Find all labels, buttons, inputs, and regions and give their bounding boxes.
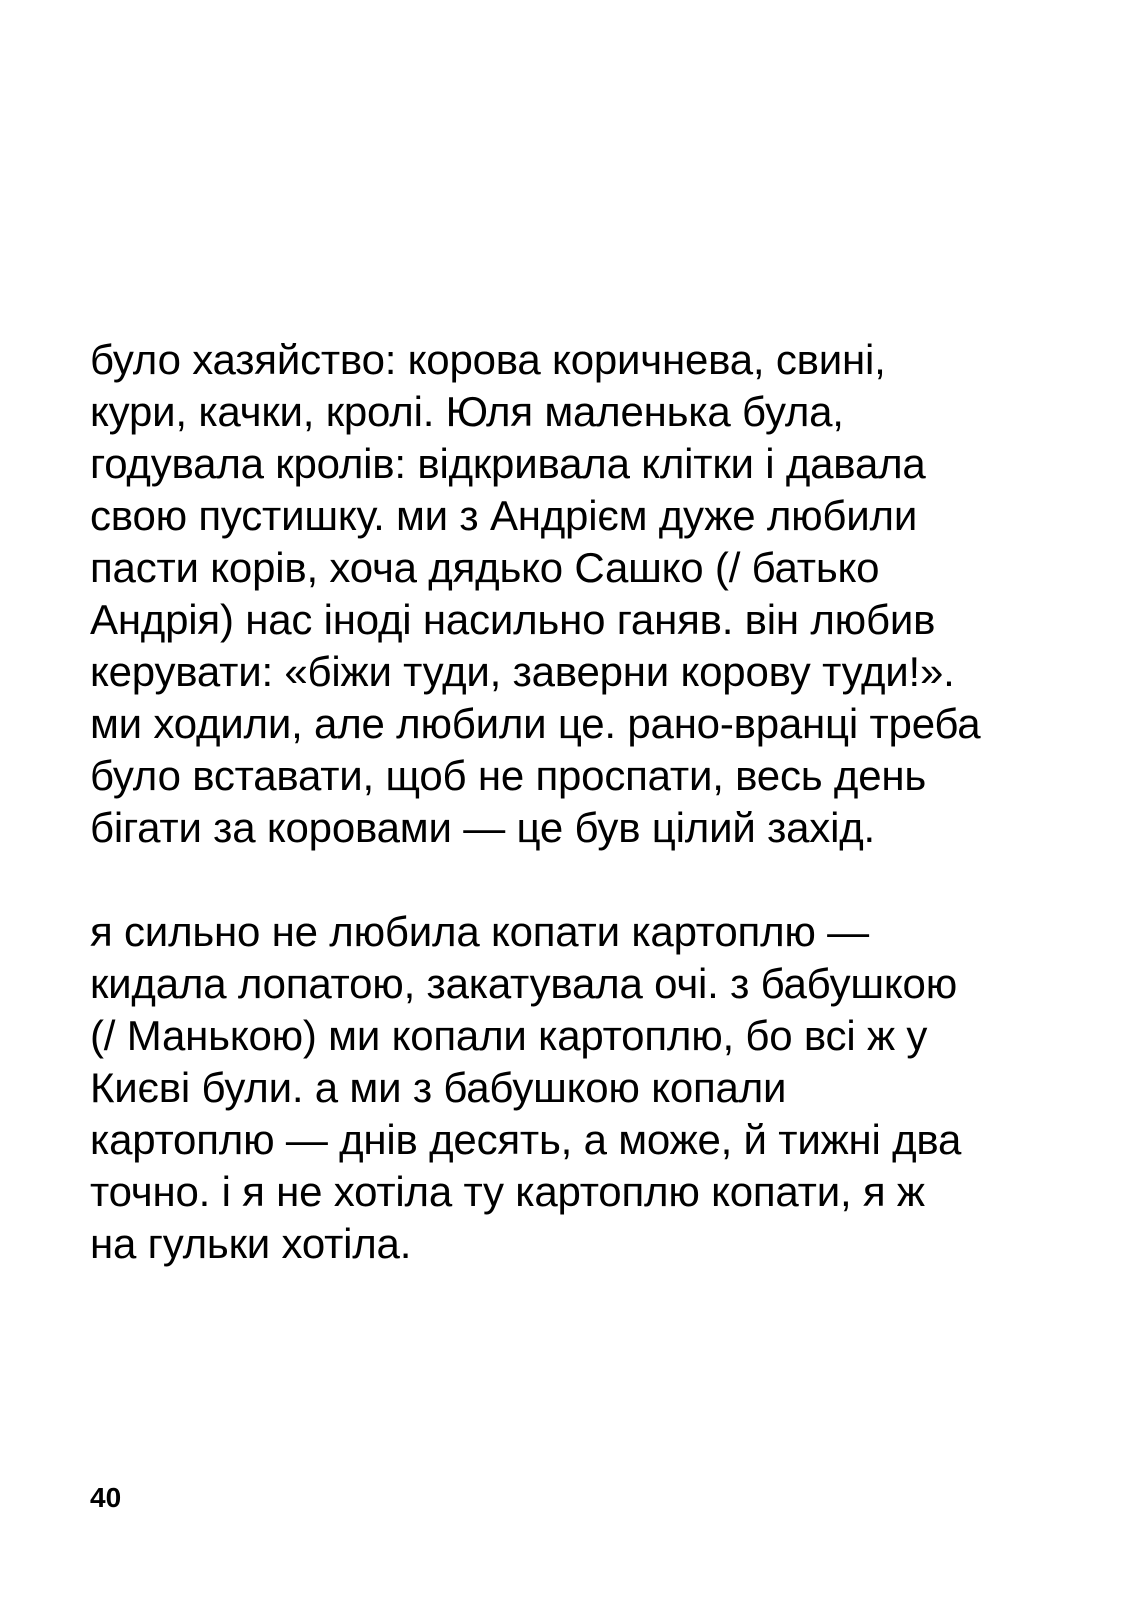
paragraph-2: [90, 906, 1050, 1270]
text-line: бігати за коровами — це був цілий захід.: [90, 804, 875, 851]
page-number: 40: [90, 1482, 122, 1513]
text-line: Андрія) нас іноді насильно ганяв. він любив: [90, 596, 936, 643]
text-line: було вставати, щоб не проспати, весь день: [90, 752, 927, 799]
text-line: картоплю — днів десять, а може, й тижні два: [90, 1116, 962, 1163]
body-text: [90, 334, 1050, 1270]
text-line: я сильно не любила копати картоплю —: [90, 908, 869, 955]
text-line: точно. і я не хотіла ту картоплю копати, я ж: [90, 1168, 925, 1215]
text-line: (/ Манькою) ми копали картоплю, бо всі ж у: [90, 1012, 928, 1059]
text-line: ми ходили, але любили це. рано-вранці треба: [90, 700, 981, 747]
text-line: свою пустишку. ми з Андрієм дуже любили: [90, 492, 918, 539]
text-line: кидала лопатою, закатувала очі. з бабушкою: [90, 960, 957, 1007]
text-line: годувала кролів: відкривала клітки і давала: [90, 440, 926, 487]
text-line: кури, качки, кролі. Юля маленька була,: [90, 388, 844, 435]
text-line: Києві були. а ми з бабушкою копали: [90, 1064, 787, 1111]
text-line: пасти корів, хоча дядько Сашко (/ батько: [90, 544, 880, 591]
text-line: на гульки хотіла.: [90, 1220, 412, 1267]
text-line: було хазяйство: корова коричнева, свині,: [90, 336, 886, 383]
text-line: керувати: «біжи туди, заверни корову туди!».: [90, 648, 955, 695]
paragraph-1: [90, 334, 1050, 854]
